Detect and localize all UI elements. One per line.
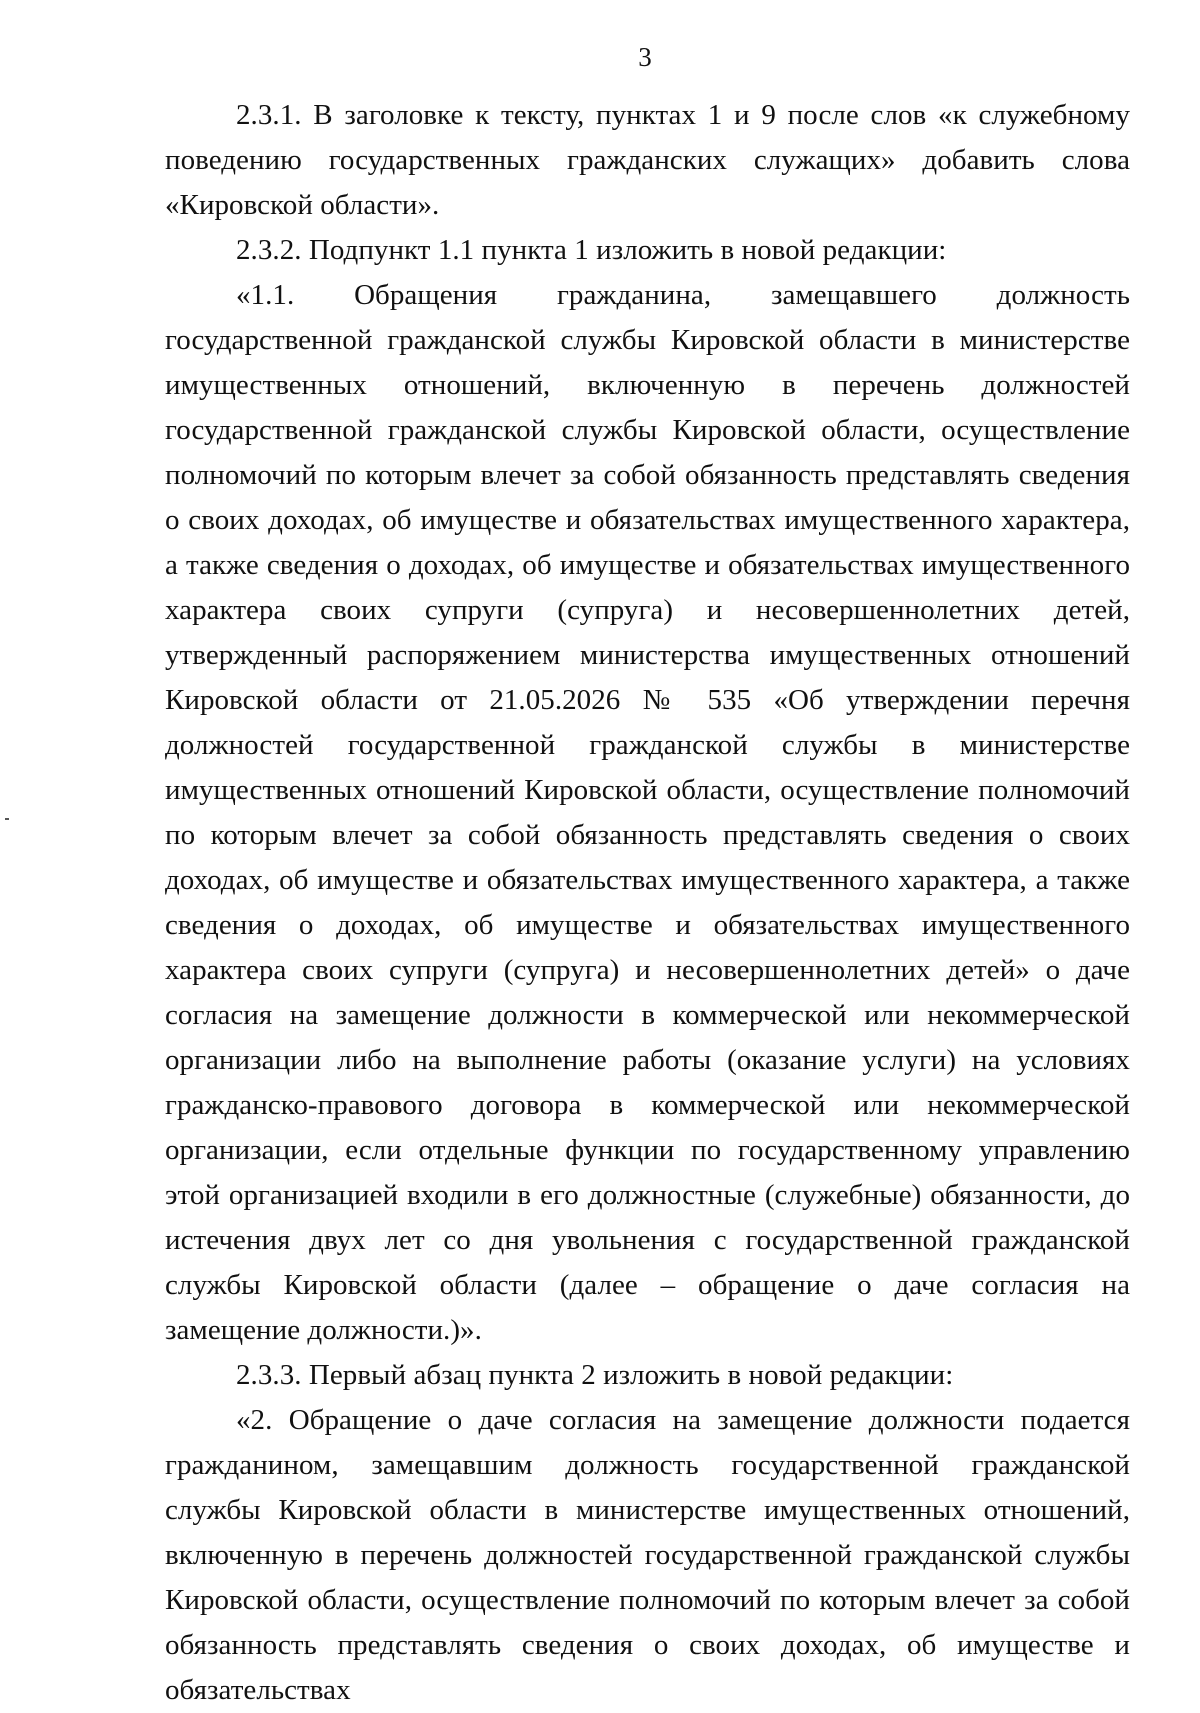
paragraph-2-3-2: 2.3.2. Подпункт 1.1 пункта 1 изложить в новой редакции: [236, 234, 947, 266]
scan-artifact-mark [5, 818, 9, 820]
paragraph-2-3-1: 2.3.1. В заголовке к тексту, пунктах 1 и 9 после слов «к служебному поведению государственных гражданских служащих» добавить слова «Кировской области». [165, 99, 1130, 221]
paragraph-2-quote: «2. Обращение о даче согласия на замещение должности подается гражданином, замещавшим должность государственной гражданской службы Кировской области в министерстве имущественных отношений, включенную в перечень должностей государственной гражданской службы Кировской области, осуществление полномочий по которым влечет за собой обязанность представлять сведения о своих доходах, об имуществе и обязательствах [165, 1404, 1130, 1706]
paragraph-2-3-3: 2.3.3. Первый абзац пункта 2 изложить в новой редакции: [236, 1359, 954, 1391]
document-body [165, 93, 1130, 1713]
paragraph-1-1-quote: «1.1. Обращения гражданина, замещавшего должность государственной гражданской службы Кировской области в министерстве имущественных отношений, включенную в перечень должностей государственной гражданской службы Кировской области, осуществление полномочий по которым влечет за собой обязанность представлять сведения о своих доходах, об имуществе и обязательствах имущественного характера, а также сведения о доходах, об имуществе и обязательствах имущественного характера своих супруги (супруга) и несовершеннолетних детей, утвержденный распоряжением министерства имущественных отношений Кировской области от 21.05.2026 № 535 «Об утверждении перечня должностей государственной гражданской службы в министерстве имущественных отношений Кировской области, осуществление полномочий по которым влечет за собой обязанность представлять сведения о своих доходах, об имуществе и обязательствах имущественного характера, а также сведения о доходах, об имуществе и обязательствах имущественного характера своих супруги (супруга) и несовершеннолетних детей» о даче согласия на замещение должности в коммерческой или некоммерческой организации либо на выполнение работы (оказание услуги) на условиях гражданско-правового договора в коммерческой или некоммерческой организации, если отдельные функции по государственному управлению этой организацией входили в его должностные (служебные) обязанности, до истечения двух лет со дня увольнения с государственной гражданской службы Кировской области (далее – обращение о даче согласия на замещение должности.)». [165, 279, 1130, 1346]
page-number: 3 [638, 42, 652, 72]
